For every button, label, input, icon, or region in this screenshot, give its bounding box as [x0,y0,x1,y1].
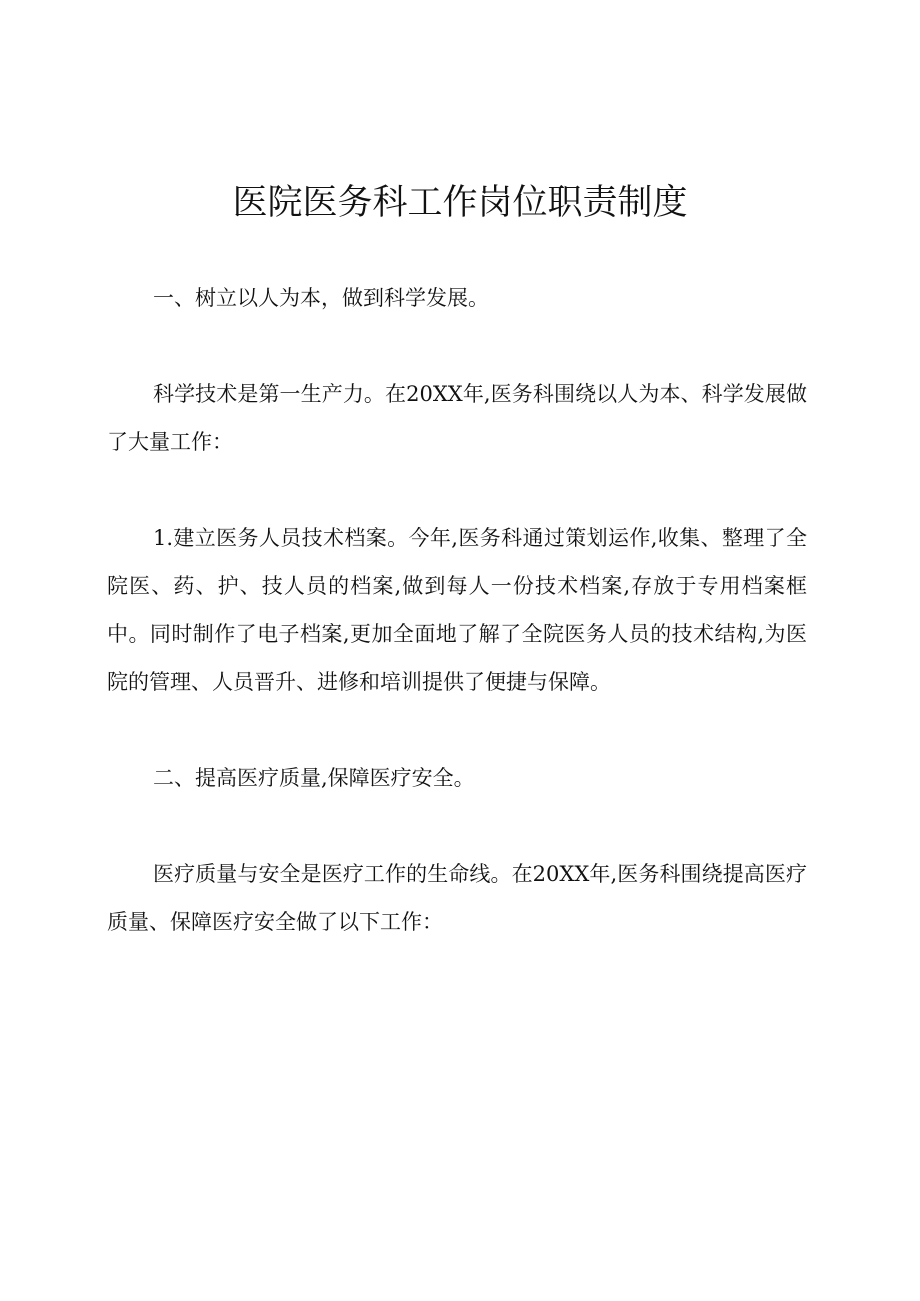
document-title: 医院医务科工作岗位职责制度 [232,183,688,223]
section-heading-1: 一、树立以人为本，做到科学发展。 [153,286,489,310]
body-paragraph-3: 医疗质量与安全是医疗工作的生命线。在20XX年,医务科围绕提高医疗质量、保障医疗安全做了以下工作： [107,862,807,934]
section-heading-2: 二、提高医疗质量,保障医疗安全。 [153,766,475,790]
body-paragraph-2: 1.建立医务人员技术档案。今年,医务科通过策划运作,收集、整理了全院医、药、护、技人员的档案,做到每人一份技术档案,存放于专用档案框中。同时制作了电子档案,更加全面地了解了全院医务人员的技术结构,为医院的管理、人员晋升、进修和培训提供了便捷与保障。 [107,526,807,694]
body-paragraph-1: 科学技术是第一生产力。在20XX年,医务科围绕以人为本、科学发展做了大量工作： [107,382,807,454]
